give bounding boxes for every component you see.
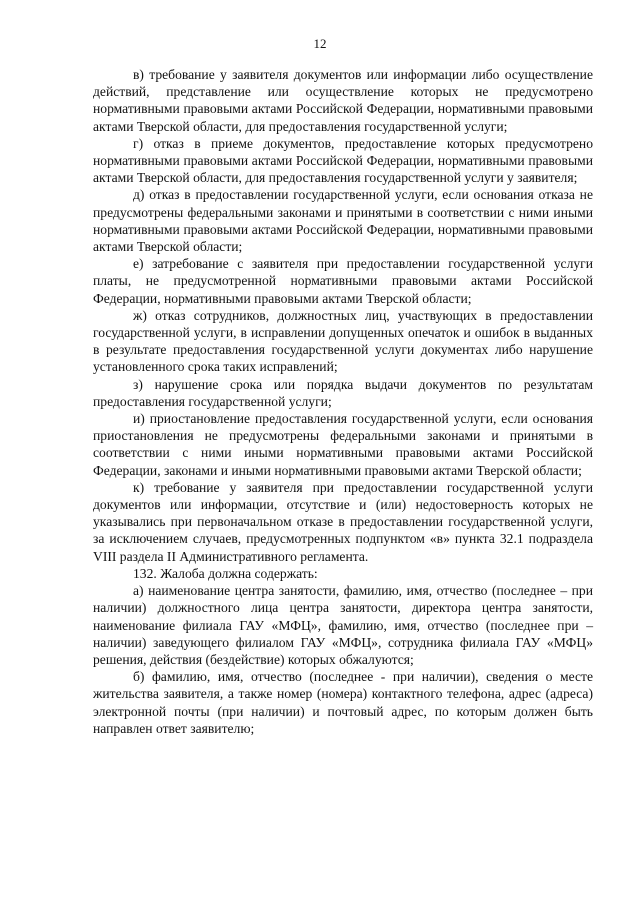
page-number: 12 [313, 36, 327, 51]
paragraph-item-z: з) нарушение срока или порядка выдачи документов по результатам предоставления государственной услуги; [93, 376, 593, 409]
paragraph-item-g: г) отказ в приеме документов, предоставление которых предусмотрено нормативными правовыми актами Российской Федерации, нормативными правовыми актами Тверской области, для предоставления государственной услуги у заявителя; [93, 135, 593, 186]
document-body [93, 66, 593, 737]
paragraph-item-e: е) затребование с заявителя при предоставлении государственной услуги платы, не предусмотренной нормативными правовыми актами Российской Федерации, нормативными правовыми актами Тверской области; [93, 256, 593, 306]
paragraph-item-d: д) отказ в предоставлении государственной услуги, если основания отказа не предусмотрены федеральными законами и принятыми в соответствии с ними иными нормативными правовыми актами Российской Федерации, нормативными правовыми актами Тверской области; [93, 187, 593, 255]
paragraph-item-v: в) требование у заявителя документов или информации либо осуществление действий, представление или осуществление которых не предусмотрено нормативными правовыми актами Российской Федерации, нормативными правовыми актами Тверской области, для предоставления государственной услуги; [93, 67, 593, 134]
paragraph-item-a: а) наименование центра занятости, фамилию, имя, отчество (последнее – при наличии) должностного лица центра занятости, директора центра занятости, наименование филиала ГАУ «МФЦ», фамилию, имя, отчество (последнее при – наличии) заведующего филиалом ГАУ «МФЦ», сотрудника филиала ГАУ «МФЦ» решения, действия (бездействие) которых обжалуются; [93, 583, 593, 667]
paragraph-item-zh: ж) отказ сотрудников, должностных лиц, участвующих в предоставлении государственной услуги, в исправлении допущенных опечаток и ошибок в выданных в результате предоставления государственной услуги документах либо нарушение установленного срока таких исправлений; [93, 307, 593, 375]
paragraph-item-b: б) фамилию, имя, отчество (последнее - при наличии), сведения о месте жительства заявителя, а также номер (номера) контактного телефона, адрес (адреса) электронной почты (при наличии) и почтовый адрес, по которым должен быть направлен ответ заявителю; [93, 669, 593, 736]
paragraph-item-i: и) приостановление предоставления государственной услуги, если основания приостановления не предусмотрены федеральными законами и принятыми в соответствии с ними иными нормативными правовыми актами Российской Федерации, законами и иными нормативными правовыми актами Тверской области; [93, 411, 593, 478]
paragraph-clause-132: 132. Жалоба должна содержать: [133, 565, 318, 581]
paragraph-item-k: к) требование у заявителя при предоставлении государственной услуги документов или информации, отсутствие и (или) недостоверность которых не указывались при первоначальном отказе в предоставлении государственной услуги, за исключением случаев, предусмотренных подпунктом «в» пункта 32.1 подраздела VIII раздела II Административного регламента. [93, 479, 593, 564]
